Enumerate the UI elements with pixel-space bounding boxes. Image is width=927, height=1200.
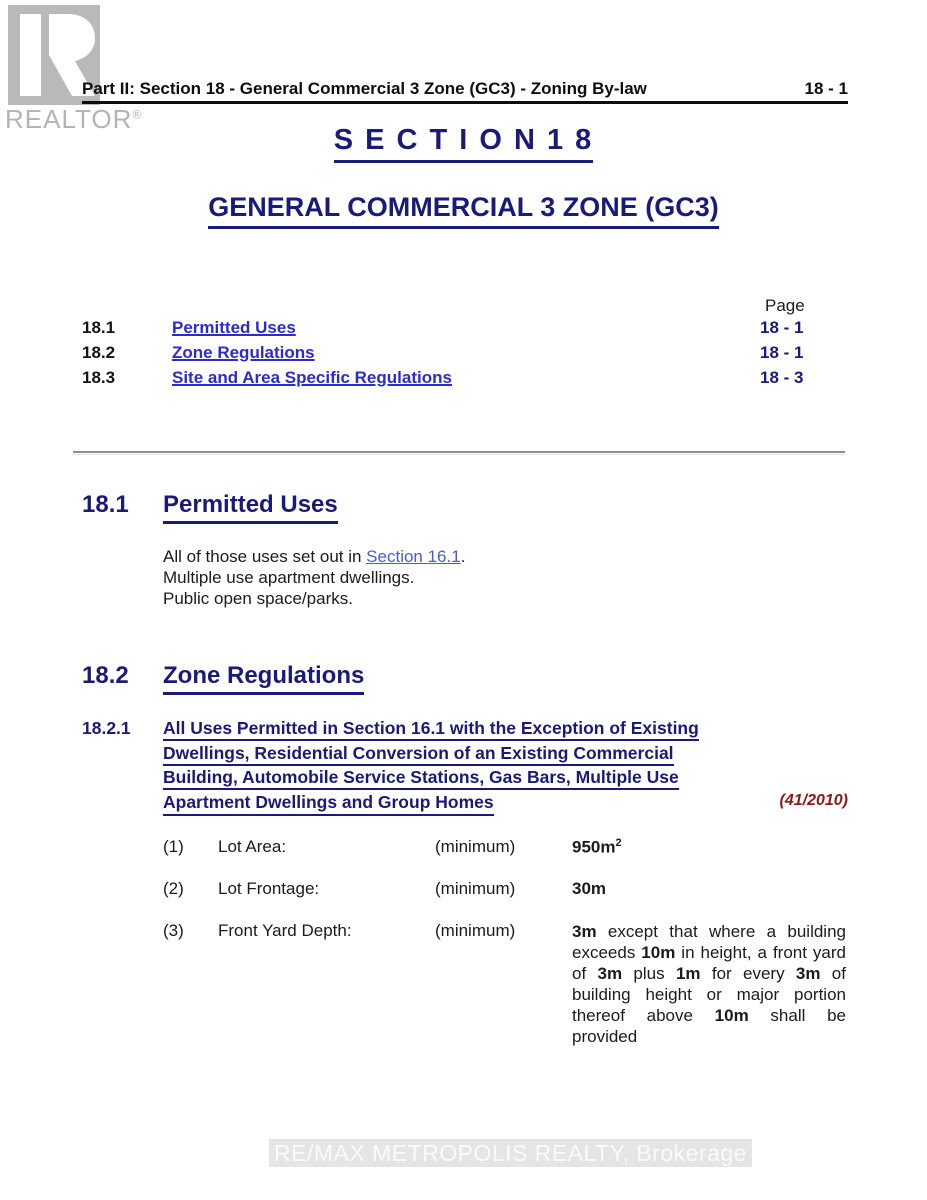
regulation-value: $950m^2$ bbox=[572, 837, 622, 857]
toc-number: 18.1 bbox=[82, 318, 116, 337]
section-title: S E C T I O N 1 8 bbox=[334, 124, 594, 163]
permitted-uses-line-1 bbox=[163, 546, 465, 567]
superscript: 2 bbox=[615, 837, 622, 849]
regulation-qualifier: (minimum) bbox=[435, 921, 516, 940]
registered-mark: ® bbox=[132, 107, 143, 122]
toc-page-ref: 18 - 1 bbox=[760, 343, 804, 362]
line-text: . bbox=[460, 547, 466, 566]
section-number: 18.1 bbox=[82, 491, 129, 518]
regulation-value: 30m bbox=[572, 879, 607, 898]
header-page-number: 18 - 1 bbox=[804, 79, 848, 98]
toc-link-permitted-uses[interactable]: Permitted Uses bbox=[172, 318, 296, 337]
regulation-number: (2) bbox=[163, 879, 184, 898]
regulation-value-text: 3m except that where a building exceeds 10m in height, a front yard of 3m plus 1m for every 3m of building height or major portion thereof above 10m shall be provided bbox=[572, 922, 846, 1046]
line-text: All of those uses set out in bbox=[163, 547, 367, 566]
regulation-qualifier: (minimum) bbox=[435, 879, 516, 898]
regulation-number: (1) bbox=[163, 837, 184, 856]
section-title-text: Permitted Uses bbox=[163, 491, 338, 524]
subsection-title-line: Dwellings, Residential Conversion of an Existing Commercial bbox=[163, 743, 848, 768]
page-header bbox=[82, 79, 848, 104]
zone-title-row bbox=[0, 192, 927, 229]
horizontal-divider bbox=[73, 451, 845, 455]
subsection-number: 18.2.1 bbox=[82, 718, 131, 738]
regulation-label: Front Yard Depth: bbox=[218, 921, 352, 940]
permitted-uses-line-2: Multiple use apartment dwellings. bbox=[163, 568, 415, 587]
section-title-row bbox=[0, 124, 927, 163]
amendment-reference: (41/2010) bbox=[779, 791, 848, 809]
toc-page-ref: 18 - 1 bbox=[760, 318, 804, 337]
zone-title: GENERAL COMMERCIAL 3 ZONE (GC3) bbox=[208, 192, 719, 229]
section-number: 18.2 bbox=[82, 662, 129, 689]
section-16-1-link[interactable]: Section 16.1 bbox=[366, 547, 461, 566]
toc-link-site-area-regulations[interactable]: Site and Area Specific Regulations bbox=[172, 368, 452, 387]
toc-link-zone-regulations[interactable]: Zone Regulations bbox=[172, 343, 315, 362]
subsection-title-line: Building, Automobile Service Stations, Gas Bars, Multiple Use bbox=[163, 767, 848, 792]
regulation-number: (3) bbox=[163, 921, 184, 940]
subsection-title-line: Apartment Dwellings and Group Homes (41/2010) bbox=[163, 792, 848, 817]
brokerage-watermark: RE/MAX METROPOLIS REALTY, Brokerage bbox=[269, 1140, 752, 1167]
toc-number: 18.3 bbox=[82, 368, 116, 387]
regulation-qualifier: (minimum) bbox=[435, 837, 516, 856]
section-title-text: Zone Regulations bbox=[163, 662, 364, 695]
subsection-title bbox=[163, 718, 848, 816]
section-18-1-heading bbox=[82, 491, 338, 524]
subsection-title-line: All Uses Permitted in Section 16.1 with the Exception of Existing bbox=[163, 718, 848, 743]
toc-page-column-label: Page bbox=[765, 296, 805, 315]
regulation-label: Lot Area: bbox=[218, 837, 287, 856]
section-18-2-heading bbox=[82, 662, 364, 695]
permitted-uses-line-3: Public open space/parks. bbox=[163, 589, 353, 608]
regulation-label: Lot Frontage: bbox=[218, 879, 320, 898]
toc-page-ref: 18 - 3 bbox=[760, 368, 804, 387]
section-18-1-body bbox=[163, 546, 465, 609]
realtor-logo-label: REALTOR® bbox=[5, 104, 143, 134]
toc-number: 18.2 bbox=[82, 343, 116, 362]
header-title: Part II: Section 18 - General Commercial 3 Zone (GC3) - Zoning By-law bbox=[82, 79, 647, 98]
